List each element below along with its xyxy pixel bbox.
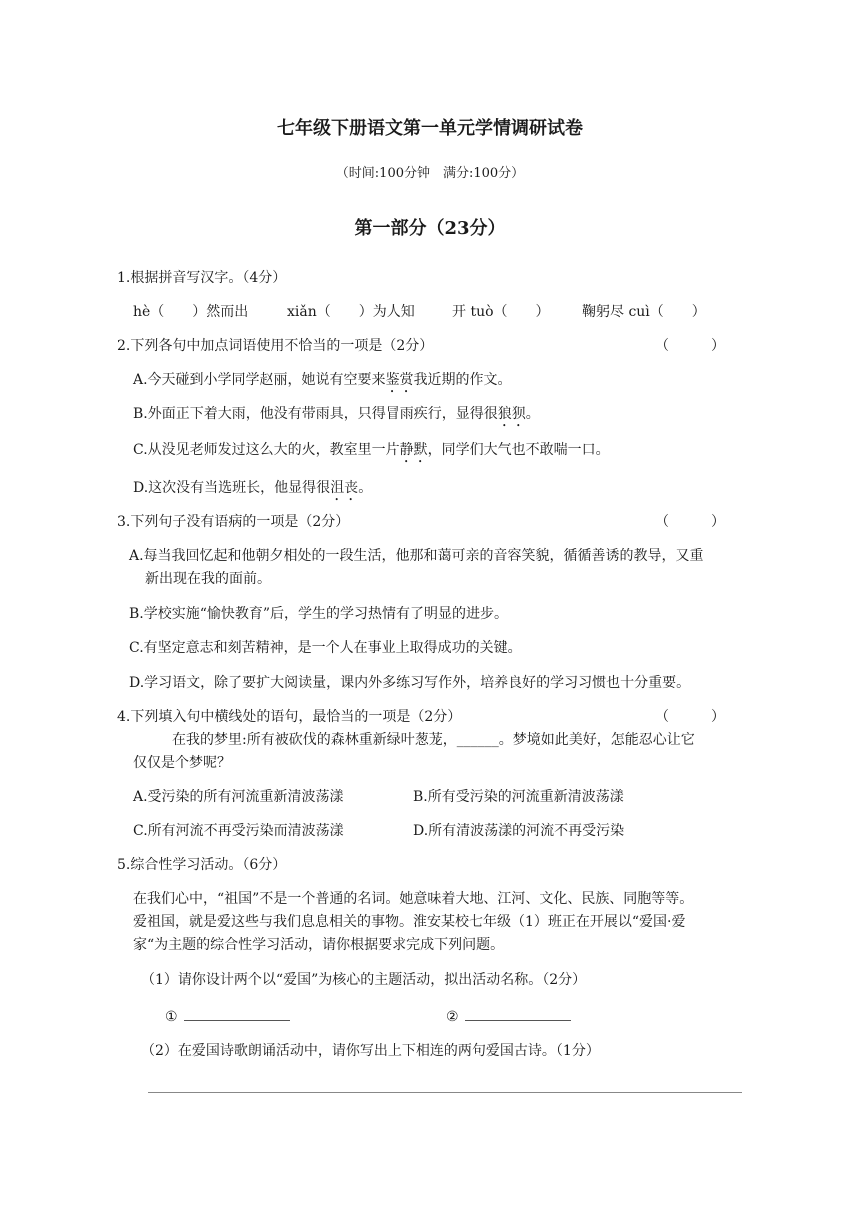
q2-option-d: D.这次没有当选班长，他显得很沮丧。 [133,480,373,496]
q3-option-c: C.有坚定意志和刻苦精神，是一个人在事业上取得成功的关键。 [129,640,522,656]
blank-1-label: ① [165,1009,178,1025]
q5-answer-blank-2[interactable] [446,1006,571,1027]
blank-2-label: ② [446,1009,459,1025]
q2-option-b-dotted-word: 狼狈 [497,406,526,422]
blank-2-line[interactable] [465,1006,571,1021]
q2-option-b: B.外面正下着大雨，他没有带雨具，只得冒雨疾行，显得很狼狈。 [133,406,540,422]
q1-item-2: xiǎn（ ）为人知 [287,304,415,320]
q2-option-c: C.从没见老师发过这么大的火，教室里一片静默，同学们大气也不敢喘一口。 [133,442,610,458]
q5-sub1-question: （1）请你设计两个以“爱国”为核心的主题活动，拟出活动名称。（2分） [141,972,587,988]
q3-option-d: D.学习语文，除了要扩大阅读量，课内外多练习写作外，培养良好的学习习惯也十分重要。 [129,675,691,691]
exam-time-info: （时间:100分钟 满分:100分） [335,166,525,181]
q5-answer-blank-1[interactable] [165,1006,290,1027]
q5-answer-line[interactable] [148,1092,742,1093]
q2-option-a-dotted-word: 鉴赏 [385,372,414,388]
q5-sub2-question: （2）在爱国诗歌朗诵活动中，请你写出上下相连的两句爱国古诗。（1分） [141,1043,600,1059]
q1-stem: 1.根据拼音写汉字。（4分） [117,270,287,286]
part-title: 第一部分（23分） [354,218,506,239]
q1-item-4: 鞠躬尽 cuì（ ） [582,304,706,320]
q5-paragraph-line2: 爱祖国，就是爱这些与我们息息相关的事物。淮安某校七年级（1）班正在开展以“爱国·爱 [133,914,686,930]
q4-answer-paren: （ ） [655,709,725,725]
q4-option-c: C.所有河流不再受污染而清波荡漾 [133,823,344,839]
q2-option-d-dotted-word: 沮丧 [330,480,359,496]
q1-item-1: hè（ ）然而出 [133,304,249,320]
q4-passage-line2: 仅仅是个梦呢？ [133,755,231,771]
q2-answer-paren: （ ） [655,338,725,354]
q4-stem: 4.下列填入句中横线处的语句，最恰当的一项是（2分） [117,709,462,725]
q5-stem: 5.综合性学习活动。（6分） [117,857,287,873]
page-title: 七年级下册语文第一单元学情调研试卷 [277,118,583,139]
blank-1-line[interactable] [184,1006,290,1021]
q2-option-a: A.今天碰到小学同学赵丽，她说有空要来鉴赏我近期的作文。 [133,372,512,388]
q4-option-b: B.所有受污染的河流重新清波荡漾 [413,789,624,805]
q2-stem: 2.下列各句中加点词语使用不恰当的一项是（2分） [117,338,434,354]
q5-paragraph-line3: 家“为主题的综合性学习活动，请你根据要求完成下列问题。 [133,937,505,953]
q3-option-a-line2: 新出现在我的面前。 [145,571,271,587]
q1-item-3: 开 tuò（ ） [452,304,550,320]
q4-option-a: A.受污染的所有河流重新清波荡漾 [133,789,344,805]
q5-paragraph-line1: 在我们心中，“祖国”不是一个普通的名词。她意味着大地、江河、文化、民族、同胞等等。 [133,891,694,907]
q3-answer-paren: （ ） [655,514,725,530]
q3-option-b: B.学校实施“愉快教育”后，学生的学习热情有了明显的进步。 [129,606,509,622]
q3-stem: 3.下列句子没有语病的一项是（2分） [117,514,350,530]
q3-option-a-line1: A.每当我回忆起和他朝夕相处的一段生活，他那和蔼可亲的音容笑貌，循循善诱的教导，又重 [129,548,704,564]
q4-passage-line1: 在我的梦里:所有被砍伐的森林重新绿叶葱茏，______。梦境如此美好，怎能忍心让它 [172,732,695,748]
q4-option-d: D.所有清波荡漾的河流不再受污染 [413,823,625,839]
q2-option-c-dotted-word: 静默 [399,442,428,458]
